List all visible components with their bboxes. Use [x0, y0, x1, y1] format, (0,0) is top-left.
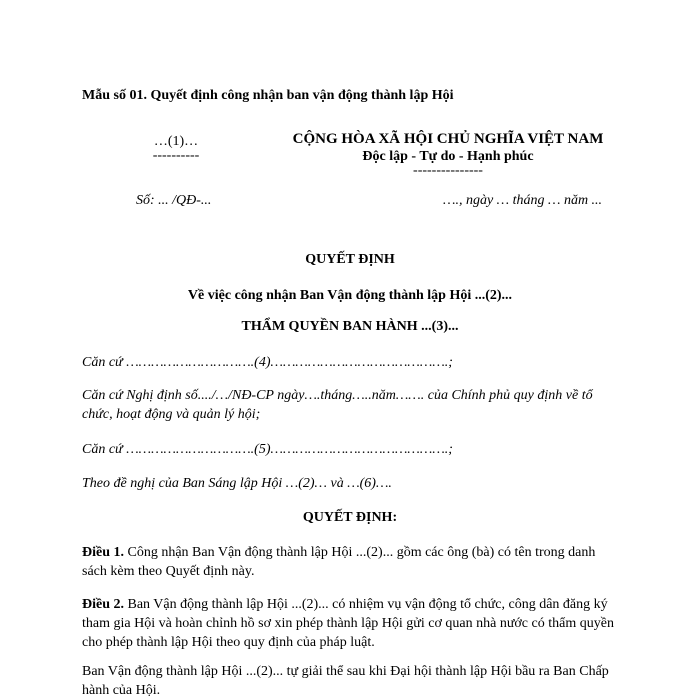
article-2 — [82, 595, 622, 652]
motto-divider: --------------- — [413, 163, 483, 178]
form-title: Mẫu số 01. Quyết định công nhận ban vận động thành lập Hội — [82, 88, 454, 103]
issuer-divider: ---------- — [152, 148, 200, 163]
legal-basis-1: Căn cứ ………………………….(4)…………………………………….; — [82, 355, 453, 370]
article-1-text: Công nhận Ban Vận động thành lập Hội ...(2)... gồm các ông (bà) có tên trong danh sách kèm theo Quyết định này. — [82, 545, 596, 579]
article-1 — [82, 543, 622, 581]
nation-title: CỘNG HÒA XÃ HỘI CHỦ NGHĨA VIỆT NAM — [292, 131, 604, 147]
issuing-authority: THẨM QUYỀN BAN HÀNH ...(3)... — [241, 319, 459, 334]
article-2-extra: Ban Vận động thành lập Hội ...(2)... tự giải thể sau khi Đại hội thành lập Hội bầu ra Ban Chấp hành của Hội. — [82, 664, 609, 698]
article-2-text: Ban Vận động thành lập Hội ...(2)... có nhiệm vụ vận động tổ chức, công dân đăng ký tham gia Hội và hoàn chỉnh hồ sơ xin phép thành lập Hội gửi cơ quan nhà nước có thẩm quyền cho phép thành lập Hội theo quy định của pháp luật. — [82, 597, 614, 650]
issuer-block — [100, 133, 252, 161]
article-2-label: Điều 2. — [82, 597, 124, 612]
national-header — [270, 130, 626, 176]
document-number: Số: ... /QĐ-... — [136, 193, 212, 208]
legal-basis-3: Căn cứ ………………………….(5)…………………………………….; — [82, 442, 453, 457]
article-1-label: Điều 1. — [82, 545, 124, 560]
decides-heading: QUYẾT ĐỊNH: — [302, 510, 398, 525]
decision-subject: Về việc công nhận Ban Vận động thành lập Hội ...(2)... — [187, 288, 513, 303]
decision-heading: QUYẾT ĐỊNH — [305, 252, 395, 267]
motto: Độc lập - Tự do - Hạnh phúc — [362, 149, 534, 164]
document-date: …., ngày … tháng … năm ... — [443, 193, 603, 208]
legal-basis-2: Căn cứ Nghị định số..../…/NĐ-CP ngày….tháng…..năm……. của Chính phủ quy định về tổ chức, hoạt động và quản lý hội; — [82, 388, 593, 422]
issuer-placeholder: …(1)… — [153, 134, 199, 149]
proposal-line: Theo đề nghị của Ban Sáng lập Hội …(2)… và …(6)…. — [82, 476, 392, 491]
